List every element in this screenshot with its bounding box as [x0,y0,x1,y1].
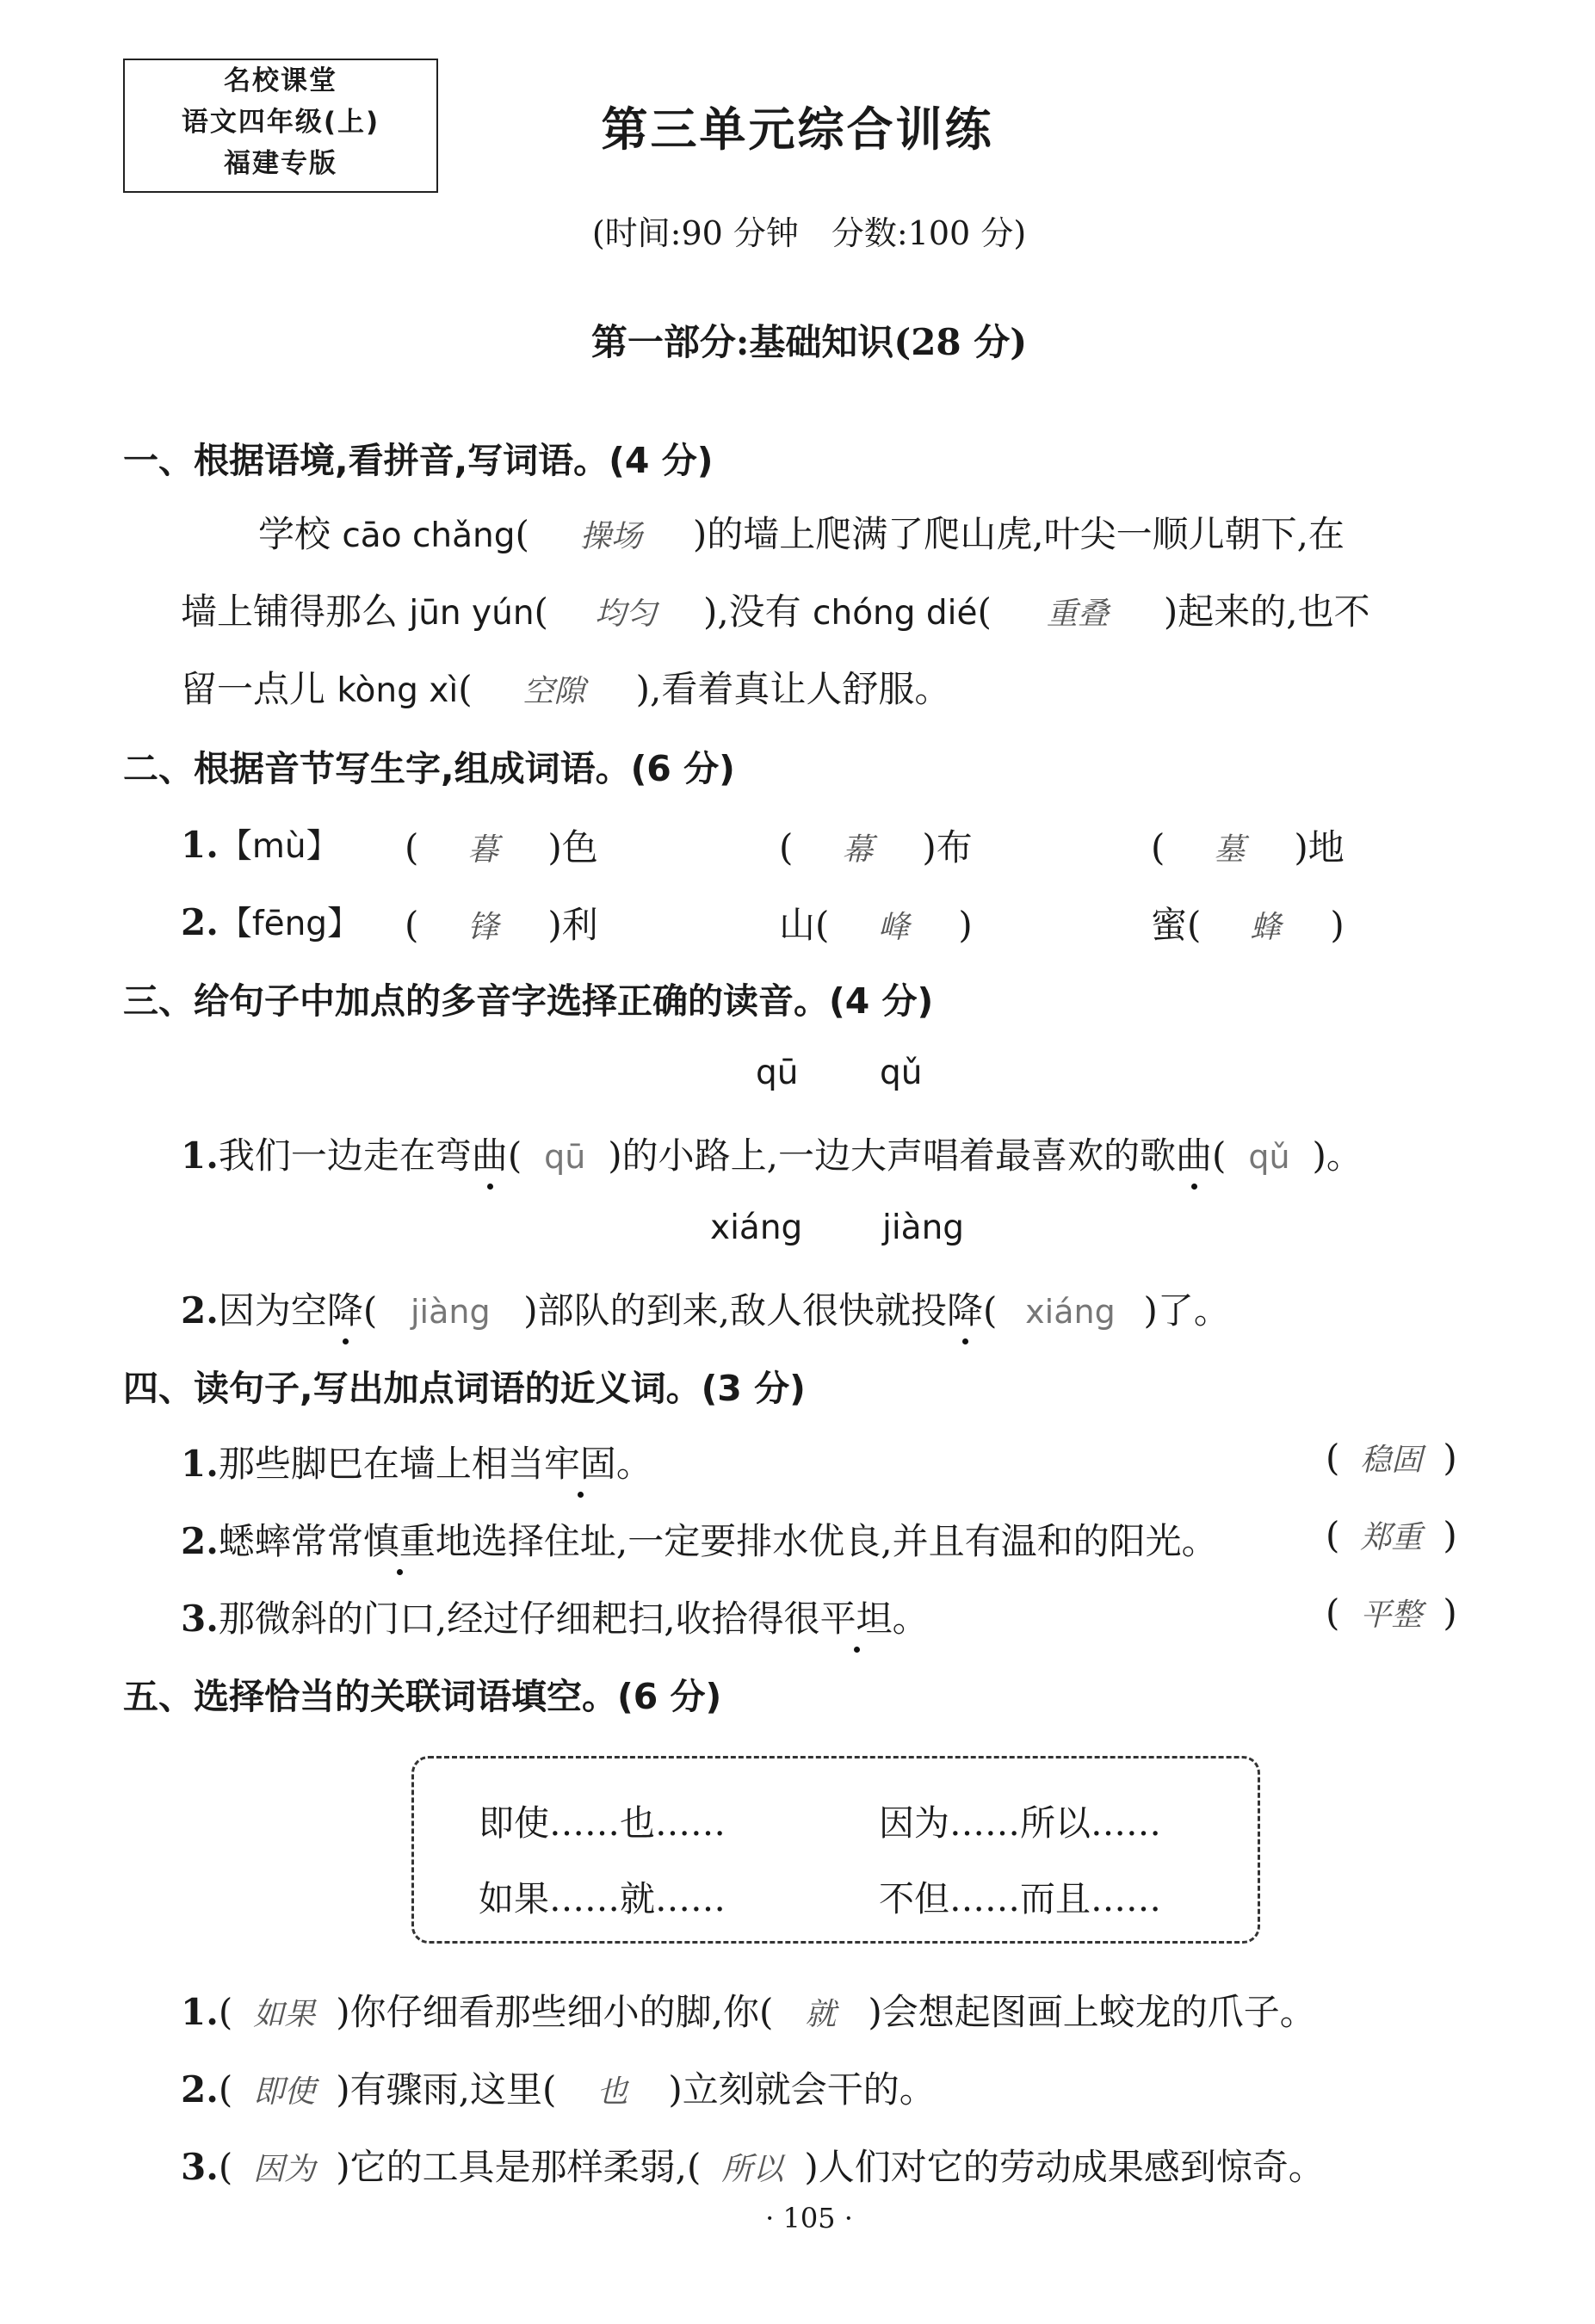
section-1-line-2: 墙上铺得那么 jūn yún( 均匀 ),没有 chóng dié( 重叠 )起来的,也不 [181,590,1370,633]
word-item: ( 墓 )地 [1151,826,1345,868]
stamp-line-1: 名校课堂 [224,65,337,96]
answer-slot: ( 郑重 ) [1326,1514,1457,1556]
page-number: · 105 · [765,2202,853,2234]
conjunction-option: 因为……所以…… [879,1802,1161,1844]
section-2-heading: 二、根据音节写生字,组成词语。(6 分) [123,748,735,789]
section-5-question-1: 1.( 如果 )你仔细看那些细小的脚,你( 就 )会想起图画上蛟龙的爪子。 [181,1991,1316,2033]
stamp-line-3: 福建专版 [224,148,337,179]
word-item: 山( 峰 ) [779,904,973,946]
word-item: 蜜( 蜂 ) [1151,904,1345,946]
section-5-question-3: 3.( 因为 )它的工具是那样柔弱,( 所以 )人们对它的劳动成果感到惊奇。 [181,2146,1325,2188]
section-2-row-1: 1.【mù】 [181,824,340,866]
section-1-heading: 一、根据语境,看拼音,写词语。(4 分) [123,440,714,481]
section-5-heading: 五、选择恰当的关联词语填空。(6 分) [123,1676,722,1717]
answer: 操场 [579,519,642,554]
answer-slot: ( 稳固 ) [1326,1437,1457,1479]
word-item: ( 锋 )利 [405,904,598,946]
page-title: 第三单元综合训练 [601,102,994,157]
stamp-line-2: 语文四年级(上) [181,107,380,138]
section-4-question-2: 2.蟋蟀常常慎重地选择住址,一定要排水优良,并且有温和的阳光。 [181,1513,1218,1565]
section-1-line-3: 留一点儿 kòng xì( 空隙 ),看着真让人舒服。 [181,668,951,710]
section-5-question-2: 2.( 即使 )有骤雨,这里( 也 )立刻就会干的。 [181,2068,936,2111]
conjunction-option: 如果……就…… [479,1878,726,1919]
conjunction-option: 不但……而且…… [879,1878,1161,1919]
section-4-heading: 四、读句子,写出加点词语的近义词。(3 分) [123,1368,806,1409]
pinyin-option: qū [756,1054,799,1092]
conjunction-option: 即使……也…… [479,1802,726,1844]
answer: 均匀 [594,596,657,632]
pinyin-option: xiáng [710,1208,803,1247]
section-1-line-1: 学校 cāo chǎng( 操场 )的墙上爬满了爬山虎,叶尖一顺儿朝下,在 [258,513,1345,555]
word-item: ( 暮 )色 [405,826,598,868]
answer: 空隙 [522,674,585,709]
part-heading: 第一部分:基础知识(28 分) [590,321,1028,363]
pinyin-option: jiàng [882,1208,965,1247]
section-3-question-2: 2.因为空降( jiàng )部队的到来,敌人很快就投降( xiáng )了。 [181,1283,1230,1334]
section-2-row-2: 2.【fēng】 [181,901,362,943]
exam-info: (时间:90 分钟 分数:100 分) [591,214,1027,252]
section-3-heading: 三、给句子中加点的多音字选择正确的读音。(4 分) [123,980,934,1022]
section-4-question-1: 1.那些脚巴在墙上相当牢固。 [181,1436,652,1487]
conjunction-box [411,1756,1260,1944]
section-4-question-3: 3.那微斜的门口,经过仔细耙扫,收拾得很平坦。 [181,1591,929,1642]
answer-slot: ( 平整 ) [1326,1592,1457,1634]
pinyin-option: qǔ [880,1054,923,1092]
word-item: ( 幕 )布 [779,826,973,868]
section-3-question-1: 1.我们一边走在弯曲( qū )的小路上,一边大声唱着最喜欢的歌曲( qǔ )。 [181,1128,1363,1179]
answer: 重叠 [1046,596,1109,632]
